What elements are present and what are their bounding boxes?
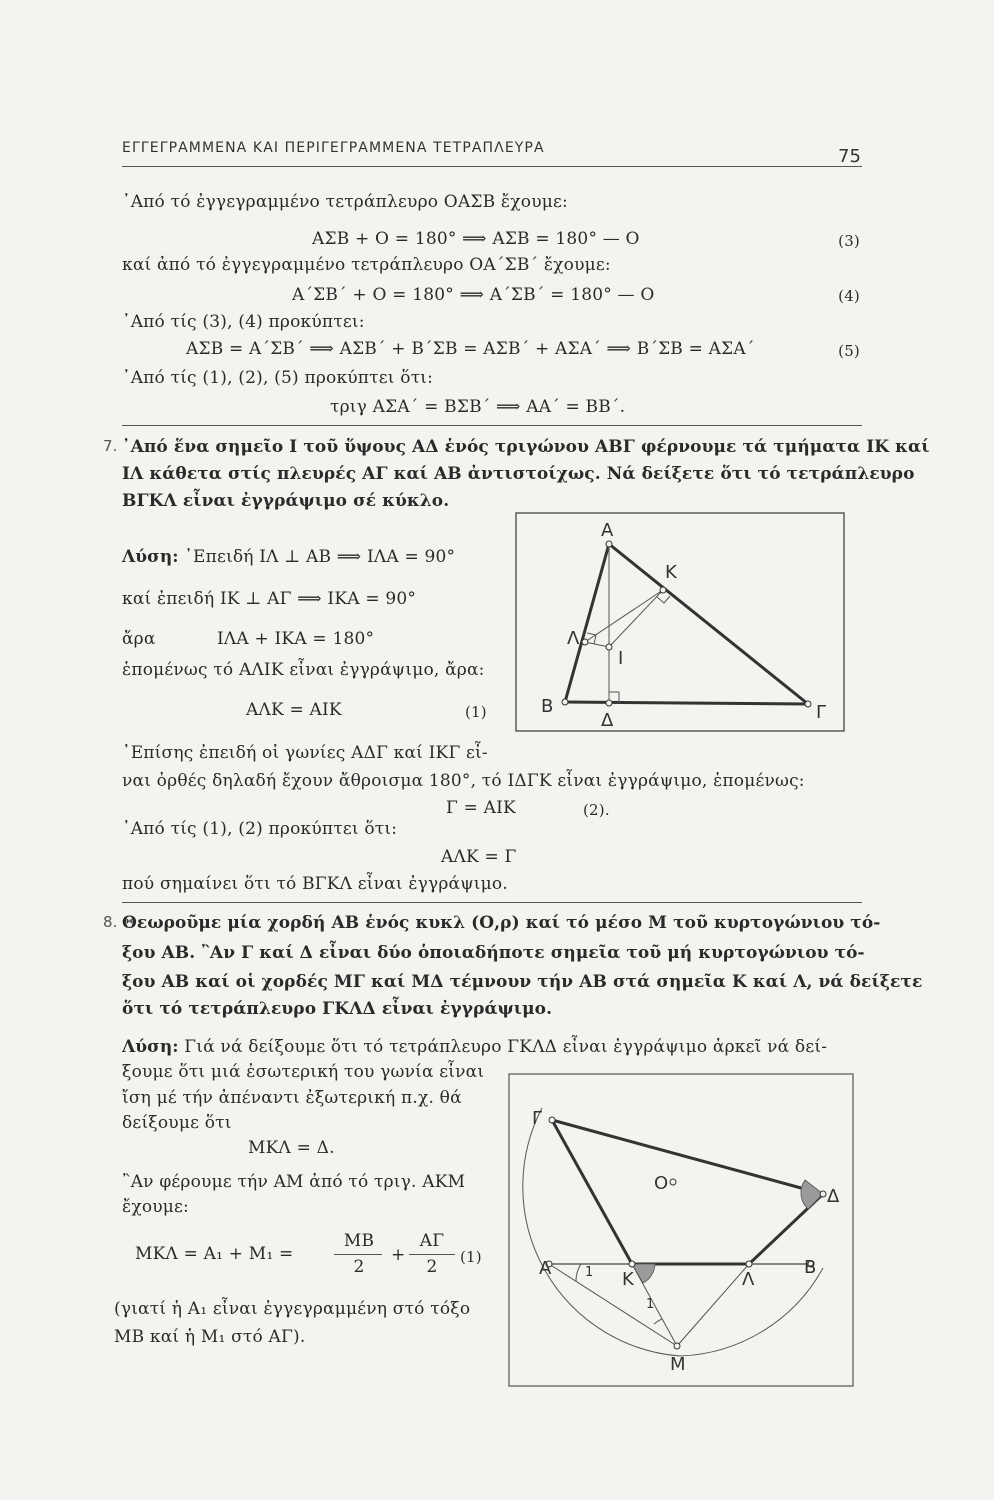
equation-number: (4) (838, 287, 860, 305)
equation: τριγ ΑΣΑ΄ = ΒΣΒ΄ ⟹ ΑΑ΄ = ΒΒ΄. (330, 397, 626, 417)
angle-A1 (576, 1264, 581, 1281)
solution-line: ναι ὀρθές δηλαδή ἔχουν ἄθροισμα 180°, τό ΙΔΓΚ εἶναι ἐγγράψιμο, ἑπομένως: (122, 771, 805, 791)
segment-LM (677, 1264, 749, 1346)
chord-GD (552, 1120, 823, 1194)
label-A: Α (601, 520, 614, 541)
equation: ΑΛΚ = Γ (441, 847, 517, 867)
point-K (660, 587, 666, 593)
point-M (674, 1343, 680, 1349)
solution-label: Λύση: (122, 1037, 179, 1057)
chord-GK (552, 1120, 632, 1264)
angle-M1 (654, 1319, 662, 1324)
label-B: Β (541, 696, 554, 717)
solution-line: ᾽Από τίς (1), (2) προκύπτει ὅτι: (122, 819, 398, 839)
problem-statement: ᾽Από ἕνα σημεῖο Ι τοῦ ὕψους ΑΔ ἑνός τριγώνου ΑΒΓ φέρνουμε τά τμήματα ΙΚ καί (122, 437, 930, 457)
equation: Α΄ΣΒ΄ + Ο = 180° ⟹ Α΄ΣΒ΄ = 180° — Ο (292, 285, 655, 305)
point-L (746, 1261, 752, 1267)
side-AB (565, 544, 609, 702)
label-G: Γ (532, 1108, 543, 1129)
problem-number: 7. (103, 437, 118, 455)
section-rule (122, 902, 862, 903)
equation-number: (1) (460, 1248, 482, 1266)
solution-line: ἑπομένως τό ΑΛΙΚ εἶναι ἐγγράψιμο, ἄρα: (122, 660, 485, 680)
solution-label: Λύση: (122, 547, 179, 567)
label-G: Γ (816, 702, 827, 723)
label-D: Δ (827, 1186, 840, 1207)
solution-line: πού σημαίνει ὅτι τό ΒΓΚΛ εἶναι ἐγγράψιμο. (122, 874, 508, 894)
equation: Γ = ΑΙΚ (446, 798, 516, 818)
equation-number: (1) (465, 703, 487, 721)
proof-line: καί ἀπό τό ἐγγεγραμμένο τετράπλευρο ΟΑ΄ΣΒ΄ ἔχουμε: (122, 255, 611, 275)
plus-sign: + (391, 1245, 406, 1265)
solution-line: ἄρα (122, 629, 156, 649)
circle-figure (505, 1068, 855, 1390)
point-L (582, 639, 588, 645)
solution-line: Γιά νά δείξουμε ὅτι τό τετράπλευρο ΓΚΛΔ εἶναι ἐγγράψιμο ἀρκεῖ νά δεί- (184, 1037, 828, 1057)
equation-number: (2). (583, 801, 610, 819)
segment-AM (549, 1264, 677, 1346)
equation: ΑΛΚ = ΑΙΚ (246, 700, 342, 720)
point-B (562, 699, 568, 705)
problem-statement: ξου ΑΒ καί οἱ χορδές ΜΓ καί ΜΔ τέμνουν τήν ΑΒ στά σημεῖα Κ καί Λ, νά δείξετε (122, 972, 923, 992)
solution-line: ᾽Επίσης ἐπειδή οἱ γωνίες ΑΔΓ καί ΙΚΓ εἶ- (122, 743, 488, 763)
solution-line: ἔχουμε: (122, 1197, 189, 1217)
solution-line: ΜΒ καί ἡ Μ₁ στό ΑΓ). (114, 1327, 306, 1347)
circle-arc (523, 1108, 823, 1356)
label-D: Δ (601, 710, 614, 731)
page-number: 75 (838, 146, 861, 167)
equation-number: (3) (838, 232, 860, 250)
problem-number: 8. (103, 913, 118, 931)
fraction-numerator: ΑΓ (419, 1231, 445, 1251)
triangle-figure (515, 512, 845, 732)
point-A (606, 541, 612, 547)
fraction-numerator: ΜΒ (343, 1231, 375, 1251)
side-BG (565, 702, 808, 704)
segment-LK (585, 590, 663, 642)
label-L: Λ (567, 628, 580, 649)
solution-line: ἴση μέ τήν ἀπέναντι ἐξωτερική π.χ. θά (122, 1088, 462, 1108)
equation: ΙΛΑ + ΙΚΑ = 180° (217, 629, 375, 649)
angle-MKL (632, 1264, 655, 1283)
proof-line: ᾽Από τίς (1), (2), (5) προκύπτει ὅτι: (122, 368, 434, 388)
segment-IL (585, 642, 609, 647)
solution-line: καί ἐπειδή ΙΚ ⊥ ΑΓ ⟹ ΙΚΑ = 90° (122, 589, 417, 609)
solution-line: ῍Αν φέρουμε τήν ΑΜ ἀπό τό τριγ. ΑΚΜ (122, 1172, 466, 1192)
solution-line: (γιατί ἡ Α₁ εἶναι ἐγγεγραμμένη στό τόξο (114, 1299, 471, 1319)
equation-number: (5) (838, 342, 860, 360)
point-D (820, 1191, 826, 1197)
label-B: Β (804, 1257, 817, 1278)
problem-statement: Θεωροῦμε μία χορδή ΑΒ ἑνός κυκλ (Ο,ρ) καί τό μέσο Μ τοῦ κυρτογώνιου τό- (122, 913, 881, 933)
label-K: Κ (665, 562, 677, 583)
fraction-bar (334, 1254, 382, 1255)
label-A: Α (539, 1258, 552, 1279)
label-O: Ο (654, 1173, 669, 1194)
label-angle-1: 1 (585, 1265, 594, 1280)
side-AG (609, 544, 808, 704)
point-G (805, 701, 811, 707)
solution-line: δείξουμε ὅτι (122, 1113, 232, 1133)
running-header: ΕΓΓΕΓΡΑΜΜΕΝΑ ΚΑΙ ΠΕΡΙΓΕΓΡΑΜΜΕΝΑ ΤΕΤΡΑΠΛΕΥΡΑ (122, 140, 545, 156)
equation: ΑΣΒ + Ο = 180° ⟹ ΑΣΒ = 180° — Ο (312, 229, 640, 249)
proof-line: ᾽Από τό ἐγγεγραμμένο τετράπλευρο ΟΑΣΒ ἔχουμε: (122, 192, 568, 212)
label-L: Λ (742, 1269, 755, 1290)
label-I: Ι (618, 648, 624, 669)
equation: ΑΣΒ = Α΄ΣΒ΄ ⟹ ΑΣΒ΄ + Β΄ΣΒ = ΑΣΒ΄ + ΑΣΑ΄ ⟹ Β΄ΣΒ = ΑΣΑ΄ (186, 339, 755, 359)
point-D (606, 700, 612, 706)
equation: ΜΚΛ = Α₁ + Μ₁ = (135, 1244, 294, 1264)
problem-statement: ΒΓΚΛ εἶναι ἐγγράψιμο σέ κύκλο. (122, 491, 450, 511)
fraction-denominator: 2 (353, 1257, 365, 1277)
label-M: Μ (670, 1354, 686, 1375)
fraction-denominator: 2 (426, 1257, 438, 1277)
point-K (629, 1261, 635, 1267)
right-angle-K (657, 596, 670, 603)
problem-statement: ΙΛ κάθετα στίς πλευρές ΑΓ καί ΑΒ ἀντιστοίχως. Νά δείξετε ὅτι τό τετράπλευρο (122, 464, 915, 484)
problem-statement: ξου ΑΒ. ῍Αν Γ καί Δ εἶναι δύο ὁποιαδήποτε σημεῖα τοῦ μή κυρτογώνιου τό- (122, 943, 865, 963)
problem-statement: ὅτι τό τετράπλευρο ΓΚΛΔ εἶναι ἐγγράψιμο. (122, 999, 553, 1019)
equation: ΜΚΛ = Δ. (248, 1138, 335, 1158)
label-K: Κ (622, 1269, 634, 1290)
point-G (549, 1117, 555, 1123)
solution-line: ξουμε ὅτι μιά ἐσωτερική του γωνία εἶναι (122, 1062, 485, 1082)
fraction-bar (409, 1254, 455, 1255)
proof-line: ᾽Από τίς (3), (4) προκύπτει: (122, 312, 365, 332)
label-angle-1: 1 (646, 1297, 655, 1312)
point-O (670, 1179, 676, 1185)
segment-IK (609, 590, 663, 647)
header-rule (122, 166, 862, 167)
point-I (606, 644, 612, 650)
section-rule (122, 425, 862, 426)
solution-line: ᾽Επειδή ΙΛ ⊥ ΑΒ ⟹ ΙΛΑ = 90° (184, 547, 456, 567)
